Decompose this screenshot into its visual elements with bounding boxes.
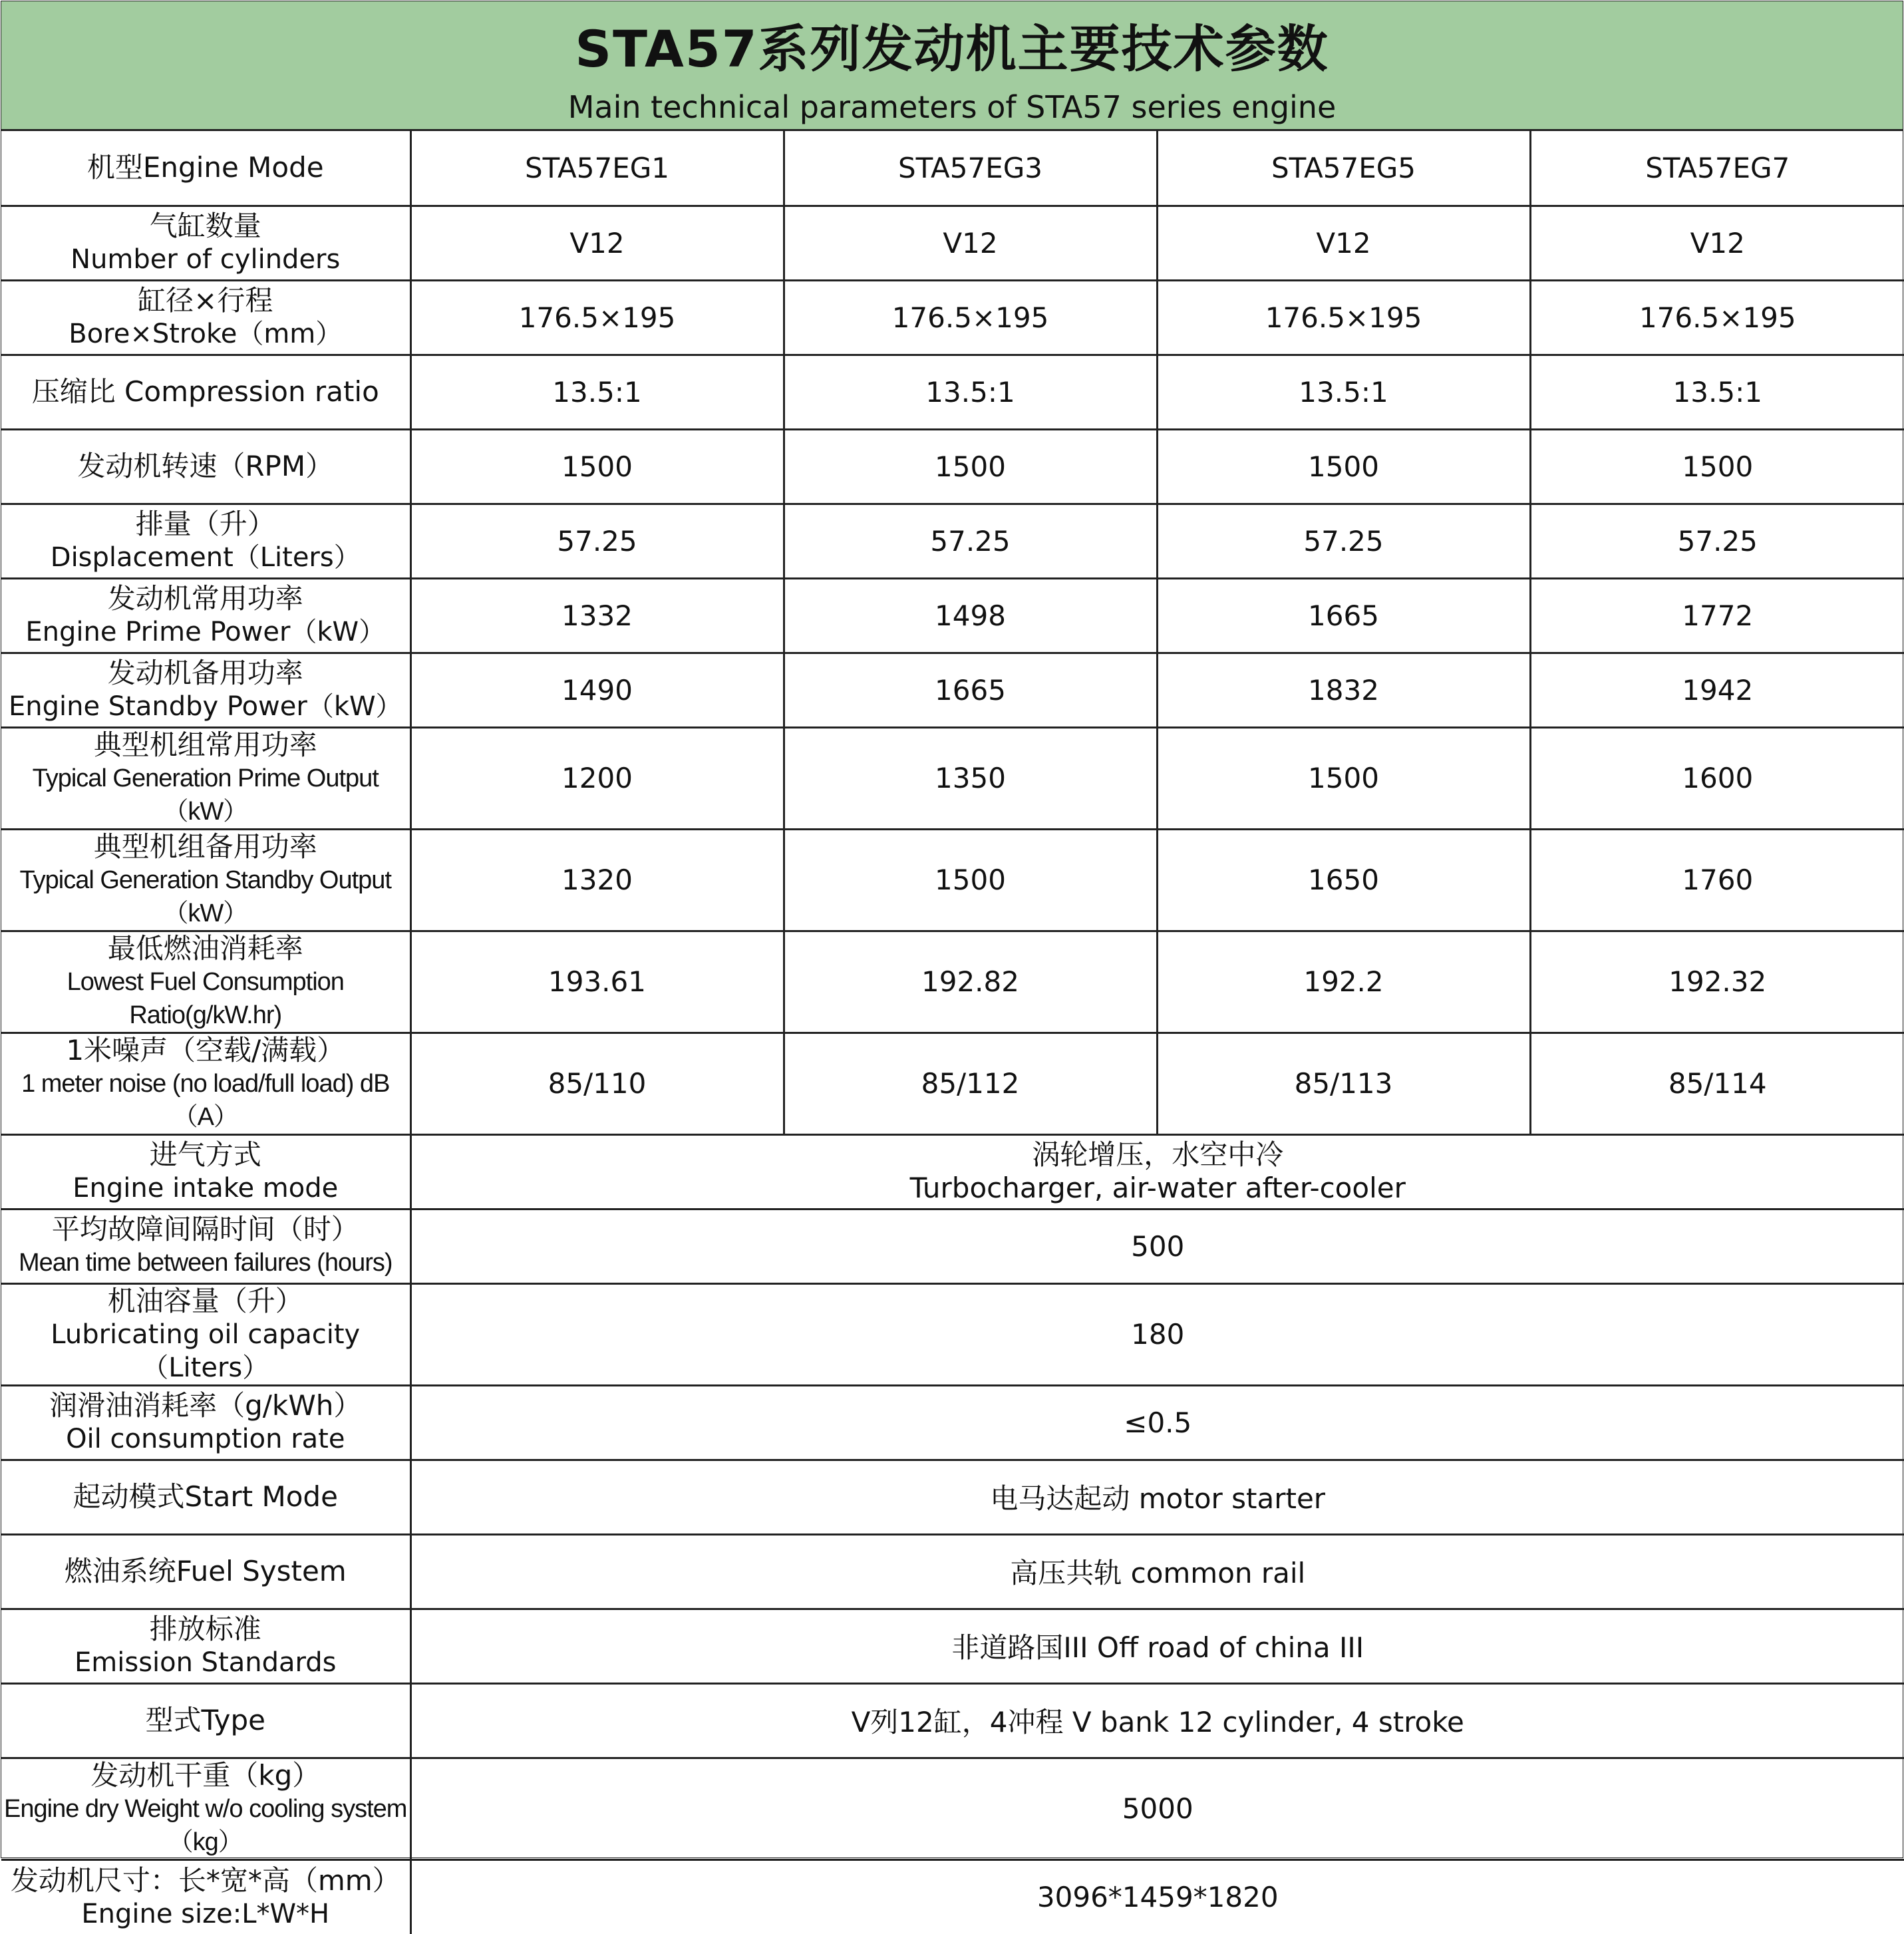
table-row <box>1 727 1904 829</box>
table-row-shared <box>1 1283 1904 1385</box>
row-label-cn: 气缸数量 <box>149 210 261 242</box>
row-label: 压缩比 Compression ratio <box>1 355 410 429</box>
header-banner <box>1 1 1903 131</box>
shared-value-en: Turbocharger, air-water after-cooler <box>909 1172 1406 1204</box>
shared-value: 电马达起动 motor starter <box>410 1460 1904 1534</box>
table-row-shared <box>1 1609 1904 1683</box>
row-label-en: Bore×Stroke（mm） <box>69 319 343 349</box>
table-cell: V12 <box>1530 206 1904 280</box>
table-cell: 192.2 <box>1157 931 1530 1033</box>
row-label-cn: 典型机组备用功率 <box>93 830 317 863</box>
row-label <box>1 1134 410 1209</box>
row-label <box>1 1609 410 1683</box>
row-label: 起动模式Start Mode <box>1 1460 410 1534</box>
row-label-en: Engine Prime Power（kW） <box>25 617 386 647</box>
table-cell: 1500 <box>1530 429 1904 504</box>
table-cell: 1350 <box>784 727 1157 829</box>
table-cell: 176.5×195 <box>1530 280 1904 355</box>
row-label <box>1 1385 410 1460</box>
table-cell: 176.5×195 <box>410 280 784 355</box>
shared-value: V列12缸，4冲程 V bank 12 cylinder, 4 stroke <box>410 1683 1904 1758</box>
table-cell: 85/112 <box>784 1033 1157 1134</box>
row-label: 发动机转速（RPM） <box>1 429 410 504</box>
row-label <box>1 653 410 727</box>
table-cell: V12 <box>1157 206 1530 280</box>
spec-table <box>1 131 1904 1934</box>
row-label-cn: 润滑油消耗率（g/kWh） <box>49 1389 362 1422</box>
table-row <box>1 280 1904 355</box>
row-label: 燃油系统Fuel System <box>1 1534 410 1609</box>
model-header: STA57EG7 <box>1530 131 1904 206</box>
row-label <box>1 1758 410 1859</box>
row-label <box>1 1209 410 1283</box>
row-label <box>1 206 410 280</box>
table-cell: 57.25 <box>410 504 784 578</box>
shared-value: 高压共轨 common rail <box>410 1534 1904 1609</box>
table-cell: 13.5:1 <box>784 355 1157 429</box>
table-row-shared <box>1 1859 1904 1934</box>
row-label <box>1 1859 410 1934</box>
row-label-en: Engine intake mode <box>73 1173 339 1204</box>
table-cell: 85/114 <box>1530 1033 1904 1134</box>
table-cell: 1760 <box>1530 829 1904 931</box>
table-cell: 1500 <box>1157 429 1530 504</box>
row-label-en: Engine Standby Power（kW） <box>8 691 402 722</box>
table-row-model <box>1 131 1904 206</box>
table-cell: 1942 <box>1530 653 1904 727</box>
row-label <box>1 829 410 931</box>
table-row <box>1 653 1904 727</box>
table-cell: 1500 <box>410 429 784 504</box>
shared-value-cn: 涡轮增压，水空中冷 <box>1032 1138 1284 1171</box>
table-row-shared <box>1 1534 1904 1609</box>
page-title: STA57系列发动机主要技术参数 <box>575 19 1329 79</box>
table-cell: 57.25 <box>1157 504 1530 578</box>
row-label <box>1 1033 410 1134</box>
row-label-cn: 发动机干重（kg） <box>90 1758 321 1792</box>
row-label-cn: 排量（升） <box>135 508 275 540</box>
shared-value <box>410 1134 1904 1209</box>
table-row <box>1 829 1904 931</box>
spec-sheet <box>1 1 1903 1929</box>
table-row <box>1 504 1904 578</box>
row-label-cn: 进气方式 <box>149 1138 261 1171</box>
table-row-shared <box>1 1134 1904 1209</box>
table-cell: 57.25 <box>1530 504 1904 578</box>
row-label <box>1 931 410 1033</box>
row-label-en: Engine dry Weight w/o cooling system（kg） <box>4 1794 407 1856</box>
row-label <box>1 504 410 578</box>
shared-value: 非道路国III Off road of china III <box>410 1609 1904 1683</box>
shared-value: 5000 <box>410 1758 1904 1859</box>
table-cell: 85/110 <box>410 1033 784 1134</box>
table-cell: 57.25 <box>784 504 1157 578</box>
table-row <box>1 355 1904 429</box>
row-label: 型式Type <box>1 1683 410 1758</box>
table-cell: V12 <box>784 206 1157 280</box>
table-row <box>1 578 1904 653</box>
table-row-shared <box>1 1209 1904 1283</box>
row-label <box>1 727 410 829</box>
table-cell: 1500 <box>784 829 1157 931</box>
row-label-cn: 平均故障间隔时间（时） <box>51 1213 359 1245</box>
table-cell: 1500 <box>784 429 1157 504</box>
table-cell: 13.5:1 <box>1530 355 1904 429</box>
table-cell: 176.5×195 <box>784 280 1157 355</box>
table-cell: 85/113 <box>1157 1033 1530 1134</box>
table-cell: 1320 <box>410 829 784 931</box>
table-cell: 1498 <box>784 578 1157 653</box>
row-label-cn: 排放标准 <box>149 1613 261 1645</box>
row-label-en: Displacement（Liters） <box>50 542 361 573</box>
row-label-en: Engine size:L*W*H <box>81 1898 330 1929</box>
row-label <box>1 1283 410 1385</box>
shared-value: 180 <box>410 1283 1904 1385</box>
row-label-cn: 发动机尺寸：长*宽*高（mm） <box>10 1863 400 1897</box>
row-label-en: Typical Generation Prime Output（kW） <box>32 764 379 826</box>
table-row-shared <box>1 1385 1904 1460</box>
shared-value: ≤0.5 <box>410 1385 1904 1460</box>
row-label-cn: 最低燃油消耗率 <box>107 931 303 965</box>
table-cell: 13.5:1 <box>1157 355 1530 429</box>
row-label-cn: 典型机组常用功率 <box>93 728 317 761</box>
table-cell: 193.61 <box>410 931 784 1033</box>
row-label-en: Mean time between failures (hours) <box>18 1249 393 1277</box>
table-cell: 1500 <box>1157 727 1530 829</box>
table-cell: 13.5:1 <box>410 355 784 429</box>
row-label-cn: 机油容量（升） <box>107 1284 303 1317</box>
table-cell: 1665 <box>1157 578 1530 653</box>
model-header: STA57EG1 <box>410 131 784 206</box>
table-row <box>1 1033 1904 1134</box>
row-label <box>1 280 410 355</box>
row-label-en: Typical Generation Standby Output（kW） <box>19 866 391 927</box>
table-cell: 1332 <box>410 578 784 653</box>
model-header: STA57EG3 <box>784 131 1157 206</box>
shared-value: 500 <box>410 1209 1904 1283</box>
table-row-shared <box>1 1460 1904 1534</box>
table-cell: 192.32 <box>1530 931 1904 1033</box>
row-label-en: 1 meter noise (no load/full load) dB（A） <box>21 1069 390 1131</box>
row-label-en: Emission Standards <box>75 1647 337 1678</box>
row-label-cn: 发动机备用功率 <box>107 657 303 689</box>
table-cell: 1600 <box>1530 727 1904 829</box>
table-cell: V12 <box>410 206 784 280</box>
shared-value: 3096*1459*1820 <box>410 1859 1904 1934</box>
table-cell: 176.5×195 <box>1157 280 1530 355</box>
table-row-shared <box>1 1758 1904 1859</box>
table-cell: 1665 <box>784 653 1157 727</box>
row-label-cn: 1米噪声（空载/满载） <box>66 1033 345 1066</box>
row-label-en: Lowest Fuel Consumption Ratio(g/kW.hr) <box>67 967 344 1029</box>
table-cell: 1490 <box>410 653 784 727</box>
row-label-en: Oil consumption rate <box>66 1424 345 1454</box>
table-row <box>1 206 1904 280</box>
table-cell: 192.82 <box>784 931 1157 1033</box>
row-label <box>1 578 410 653</box>
row-label-en: Lubricating oil capacity（Liters） <box>51 1319 361 1383</box>
model-header: STA57EG5 <box>1157 131 1530 206</box>
table-cell: 1772 <box>1530 578 1904 653</box>
table-row-shared <box>1 1683 1904 1758</box>
table-row <box>1 931 1904 1033</box>
row-label-cn: 发动机常用功率 <box>107 582 303 615</box>
table-cell: 1832 <box>1157 653 1530 727</box>
table-cell: 1200 <box>410 727 784 829</box>
page-subtitle: Main technical parameters of STA57 series engine <box>567 89 1337 125</box>
row-label-cn: 缸径×行程 <box>138 284 273 317</box>
table-row <box>1 429 1904 504</box>
table-cell: 1650 <box>1157 829 1530 931</box>
row-label: 机型Engine Mode <box>1 131 410 206</box>
row-label-en: Number of cylinders <box>71 244 341 275</box>
